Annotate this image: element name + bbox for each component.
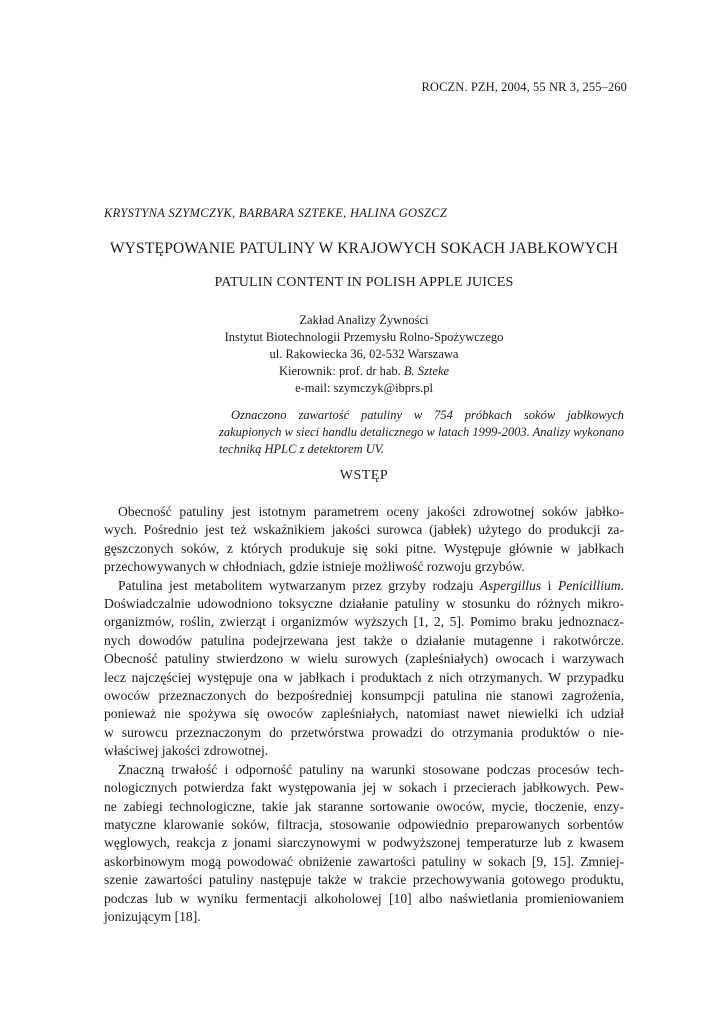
affiliation-email[interactable]: e-mail: szymczyk@ibprs.pl xyxy=(295,381,433,395)
text-line: szenie zawartości patuliny następuje także w trakcie przechowywania gotowego produktu, xyxy=(104,872,624,888)
authors: KRYSTYNA SZYMCZYK, BARBARA SZTEKE, HALINA GOSZCZ xyxy=(104,206,448,220)
head-label: Kierownik: prof. dr hab. xyxy=(278,364,404,378)
text-run: Patulina jest metabolitem wytwarzanym przez grzyby rodzaju xyxy=(118,577,480,593)
journal-reference: ROCZN. PZH, 2004, 55 NR 3, 255–260 xyxy=(421,80,627,94)
text-line: organizmów, roślin, zwierząt i organizmów wyższych [1, 2, 5]. Pomimo braku jednoznacz- xyxy=(104,614,624,630)
text-run: . xyxy=(620,577,625,593)
text-line: wych. Pośrednio jest też wskaźnikiem jakości surowca (jabłek) użytego do produkcji za- xyxy=(104,522,624,538)
title-english: PATULIN CONTENT IN POLISH APPLE JUICES xyxy=(214,275,514,290)
text-line: podczas lub w wyniku fermentacji alkoholowej [10] albo naświetlania promieniowaniem xyxy=(104,890,624,906)
text-line: Obecność patuliny stwierdzono w wielu surowych (zapleśniałych) owocach i warzywach xyxy=(104,651,624,667)
text-line: ponieważ nie spożywa się owoców zapleśniałych, natomiast nawet niewielki ich udział xyxy=(104,706,624,722)
affiliation xyxy=(104,312,624,397)
abstract: Oznaczono zawartość patuliny w 754 próbkach soków jabłkowych zakupionych w sieci handlu detalicznego w latach 1999-2003. Analizy wykonano techniką HPLC z detektorem UV. xyxy=(219,408,624,456)
text-line: matyczne klarowanie soków, filtracja, stosowanie odpowiednio preparowanych sorbentów xyxy=(104,816,624,832)
paragraph-1 xyxy=(104,503,624,577)
text-line: Obecność patuliny jest istotnym parametrem oceny jakości zdrowotnej soków jabłko- xyxy=(118,504,624,519)
section-heading: WSTĘP xyxy=(339,468,389,483)
text-line: gęszczonych soków, z których produkuje się soki pitne. Występuje głównie w jabłkach xyxy=(104,540,624,556)
genus-aspergillus: Aspergillus xyxy=(479,577,542,593)
text-line: węglowych, reakcja z jonami siarczynowymi w podwyższonej temperaturze lub z kwasem xyxy=(104,835,624,851)
genus-penicillium: Penicillium xyxy=(557,577,621,593)
body-text xyxy=(104,503,624,926)
text-line: nologicznych potwierdza fakt występowania jej w sokach i przecierach jabłkowych. Pew- xyxy=(104,780,624,796)
text-line: w surowcu przeznaczonym do przetwórstwa prowadzi do otrzymania produktów o nie- xyxy=(104,724,624,740)
affiliation-department: Zakład Analizy Żywności xyxy=(299,313,429,327)
text-line: właściwej jakości zdrowotnej. xyxy=(104,743,269,759)
text-line: ne zabiegi technologiczne, takie jak staranne sortowanie owoców, mycie, tłoczenie, enzy- xyxy=(104,798,624,814)
text-run: i xyxy=(541,577,558,593)
head-name: B. Szteke xyxy=(403,364,450,378)
text-line: lecz najczęściej występuje ona w jabłkach i produktach z nich otrzymanych. W przypadku xyxy=(104,669,624,685)
affiliation-address: ul. Rakowiecka 36, 02-532 Warszawa xyxy=(269,347,459,361)
affiliation-head xyxy=(104,363,624,380)
text-line xyxy=(104,577,624,595)
text-line: Znaczną trwałość i odporność patuliny na warunki stosowane podczas procesów tech- xyxy=(118,761,624,777)
text-line: jonizującym [18]. xyxy=(104,908,201,924)
title-polish: WYSTĘPOWANIE PATULINY W KRAJOWYCH SOKACH JABŁKOWYCH xyxy=(109,240,619,257)
affiliation-institute: Instytut Biotechnologii Przemysłu Rolno-Spożywczego xyxy=(224,330,504,344)
text-line: askorbinowym mogą powodować obniżenie zawartości patuliny w sokach [9, 15]. Zmniej- xyxy=(104,853,624,869)
text-line: nych dowodów patulina podejrzewana jest także o działanie mutagenne i rakotwórcze. xyxy=(104,632,624,648)
paragraph-2 xyxy=(104,577,624,761)
paragraph-3 xyxy=(104,761,624,927)
text-line: przechowywanych w chłodniach, gdzie istnieje możliwość rozwoju grzybów. xyxy=(104,559,525,575)
text-line: owoców przeznaczonych do bezpośredniej konsumpcji patulina nie stanowi zagrożenia, xyxy=(104,688,624,704)
text-line: Doświadczalnie udowodniono toksyczne działanie patuliny w stosunku do różnych mikro- xyxy=(104,596,624,612)
